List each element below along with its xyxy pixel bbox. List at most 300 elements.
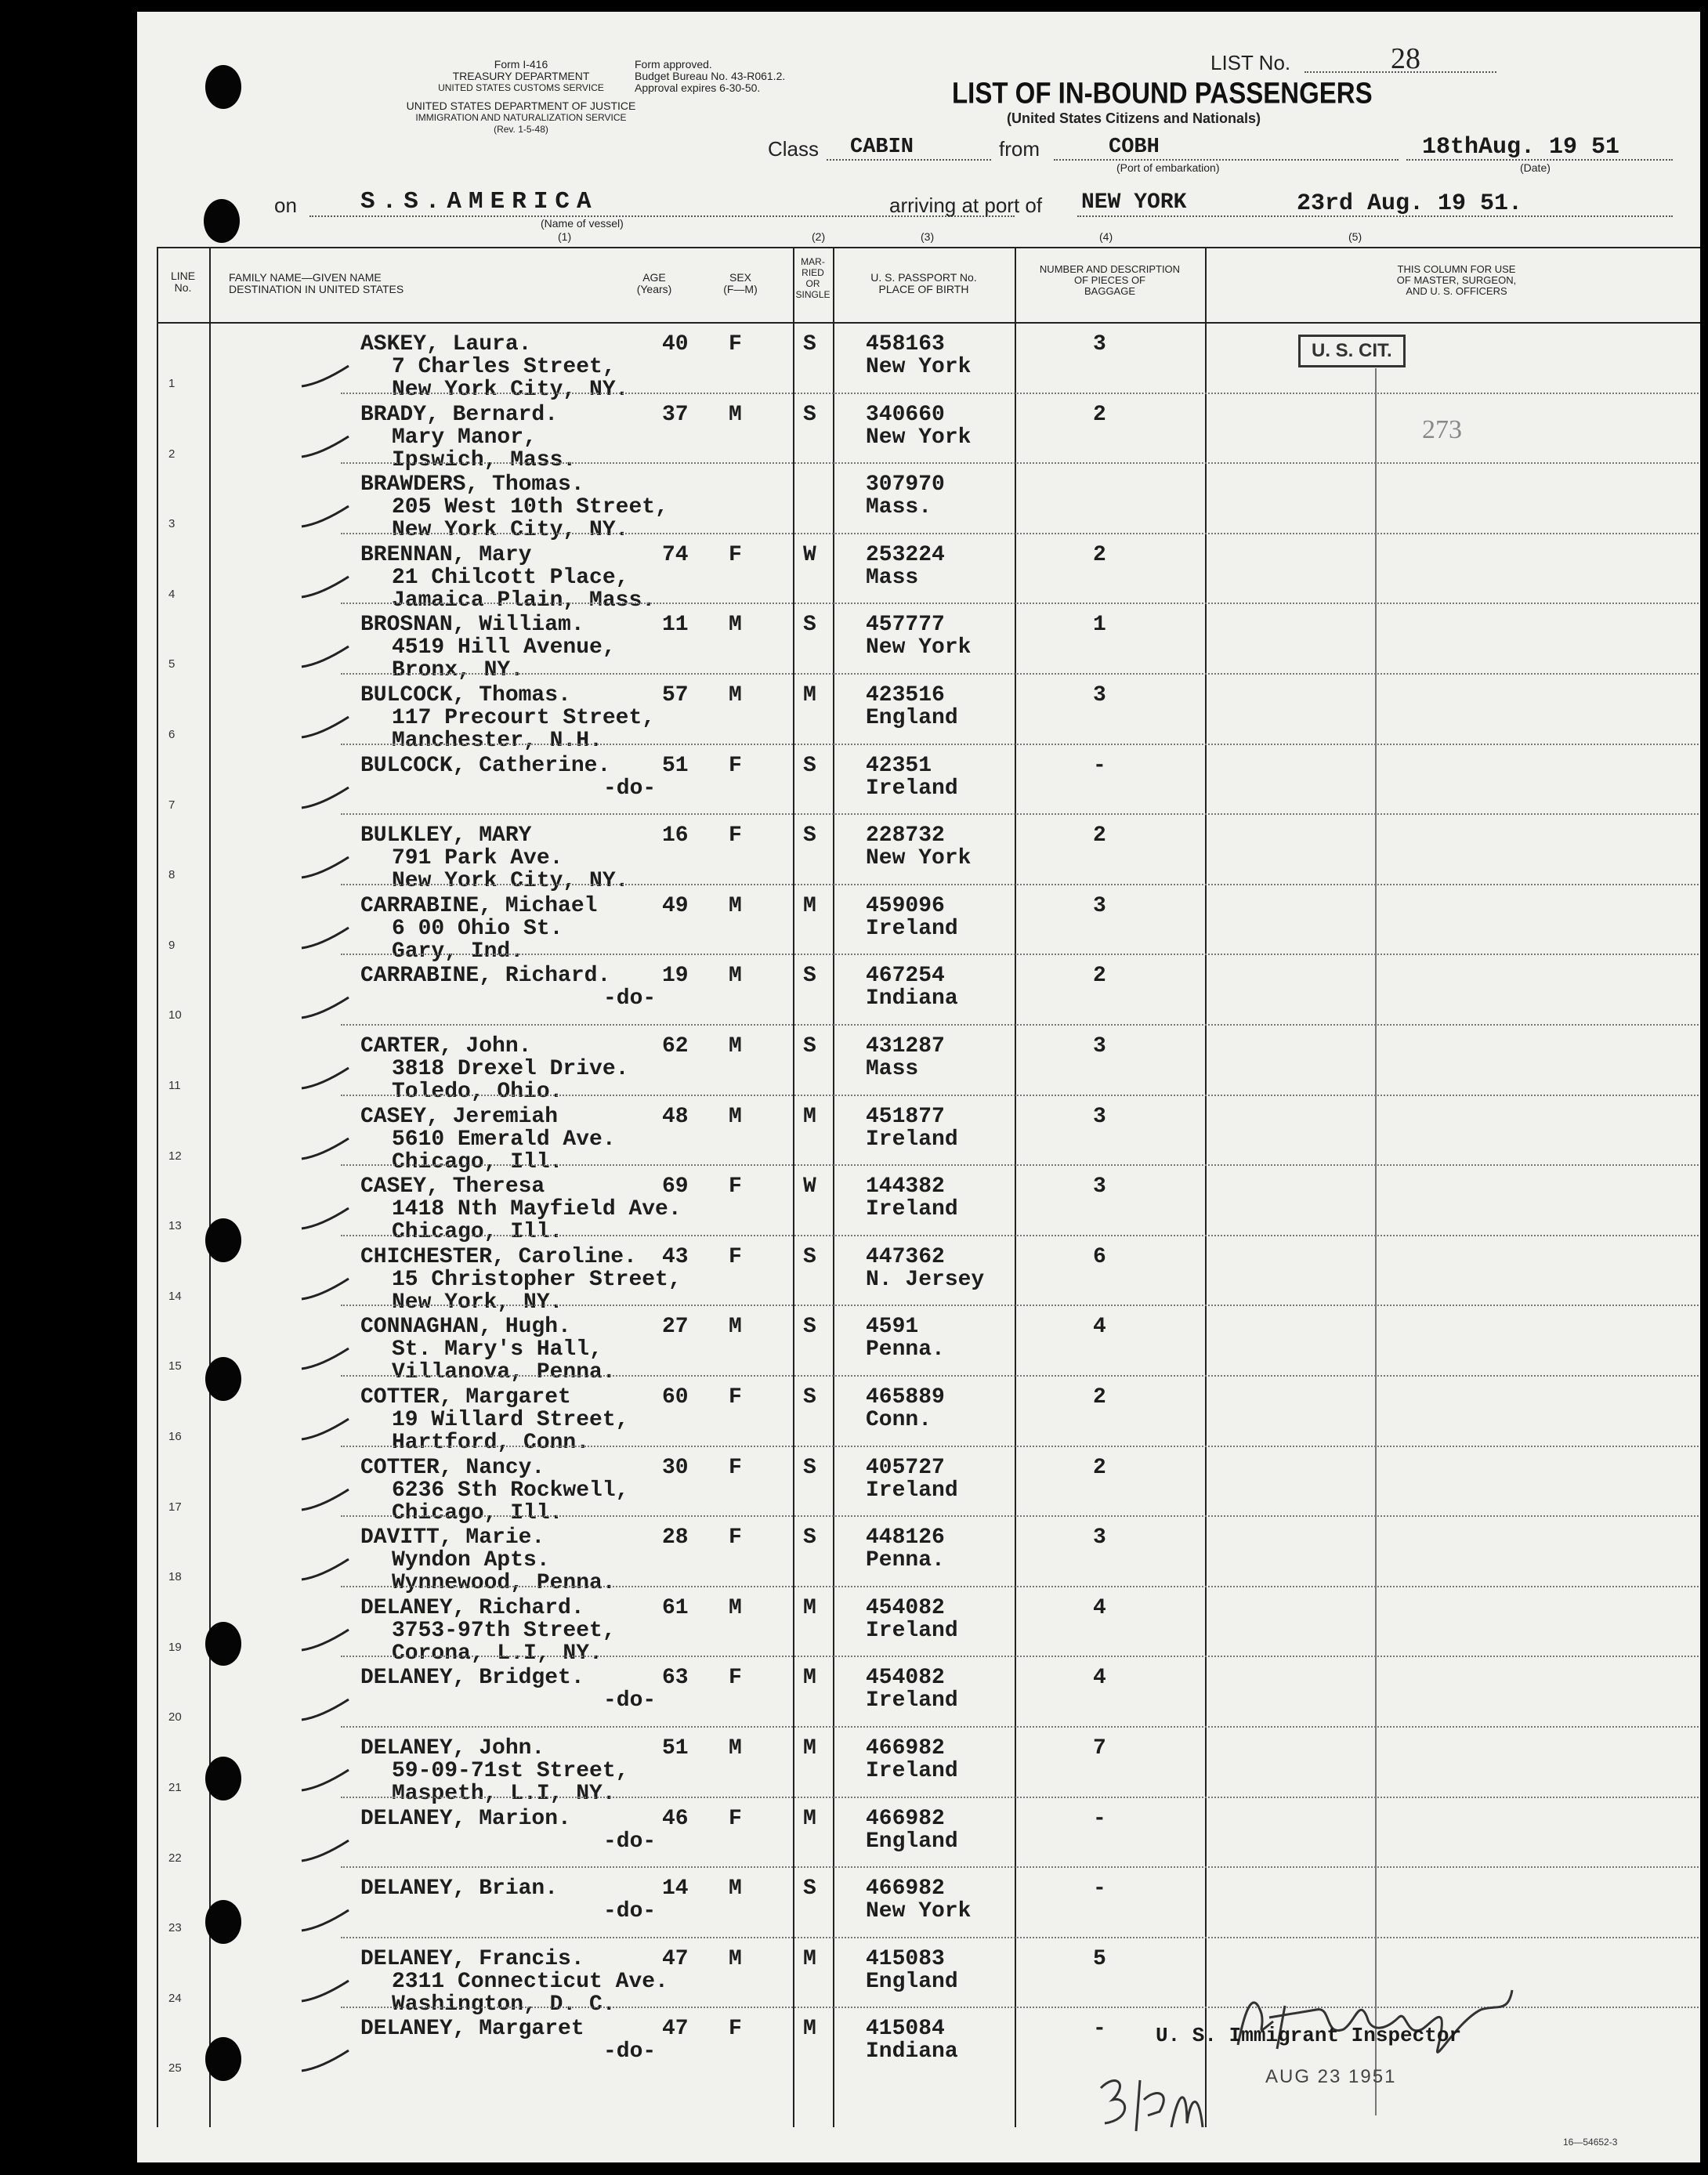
- passport-number: 448126: [866, 1525, 945, 1551]
- passenger-name: DELANEY, Margaret: [360, 2017, 584, 2042]
- passenger-sex: M: [729, 683, 742, 708]
- service: UNITED STATES CUSTOMS SERVICE: [438, 82, 604, 93]
- passenger-age: 16: [662, 823, 689, 849]
- line-number: 19: [168, 1640, 182, 1654]
- baggage-count: 3: [1093, 893, 1106, 918]
- passenger-sex: M: [729, 893, 742, 918]
- line-number: 7: [168, 798, 176, 812]
- passenger-address-1: 15 Christopher Street,: [392, 1267, 682, 1292]
- passenger-address-1: Wyndon Apts.: [392, 1548, 550, 1573]
- place-of-birth: Ireland: [866, 1618, 958, 1643]
- passenger-sex: F: [729, 823, 742, 849]
- passport-number: 415084: [866, 2017, 945, 2042]
- form-title: LIST OF IN-BOUND PASSENGERS: [952, 76, 1373, 110]
- line-number: 23: [168, 1921, 182, 1935]
- binder-hole-1: [205, 65, 241, 109]
- line-number: 15: [168, 1359, 182, 1373]
- passenger-address-1: -do-: [603, 1688, 657, 1714]
- passenger-name: ASKEY, Laura.: [360, 332, 532, 356]
- passport-number: 405727: [866, 1455, 945, 1480]
- class-label: Class: [768, 137, 820, 161]
- col-divider-passport: [833, 247, 834, 2127]
- passenger-address-2: New York, NY.: [392, 1290, 563, 1315]
- baggage-count: 3: [1093, 1174, 1106, 1200]
- passport-number: 466982: [866, 1736, 945, 1761]
- place-of-birth: Indiana: [866, 986, 958, 1012]
- passenger-address-1: Mary Manor,: [392, 425, 537, 450]
- passport-number: 4591: [866, 1315, 919, 1340]
- passport-number: 454082: [866, 1666, 945, 1691]
- passenger-name: DELANEY, Brian.: [360, 1876, 559, 1902]
- passport-number: 466982: [866, 1806, 945, 1831]
- baggage-count: 2: [1093, 402, 1106, 427]
- inspector-title: U. S. Immigrant Inspector: [1156, 2024, 1462, 2047]
- row-divider: [341, 603, 1700, 604]
- baggage-count: 4: [1093, 1666, 1106, 1691]
- passenger-name: COTTER, Nancy.: [360, 1455, 545, 1480]
- passenger-sex: F: [729, 1174, 742, 1200]
- passport-number: 253224: [866, 542, 945, 567]
- passenger-marital: S: [803, 1876, 816, 1902]
- passenger-name: BULCOCK, Catherine.: [360, 753, 611, 778]
- passenger-age: 63: [662, 1666, 689, 1691]
- passenger-sex: F: [729, 1455, 742, 1480]
- passenger-address-2: New York City, NY.: [392, 378, 629, 402]
- line-number: 1: [168, 377, 176, 390]
- binder-hole-4: [205, 1357, 241, 1401]
- row-divider: [341, 1866, 1700, 1868]
- passenger-age: 61: [662, 1595, 689, 1620]
- passport-number: 415083: [866, 1946, 945, 1971]
- passenger-sex: M: [729, 1946, 742, 1971]
- row-divider: [341, 1656, 1700, 1657]
- place-of-birth: Ireland: [866, 1478, 958, 1503]
- date-caption: (Date): [1520, 161, 1551, 174]
- passenger-name: BRENNAN, Mary: [360, 542, 532, 567]
- passenger-age: 11: [662, 613, 689, 638]
- col-num-4: (4): [1099, 230, 1113, 243]
- baggage-count: 3: [1093, 683, 1106, 708]
- baggage-count: 6: [1093, 1244, 1106, 1269]
- passenger-name: CHICHESTER, Caroline.: [360, 1244, 637, 1269]
- line-number: 4: [168, 587, 176, 601]
- row-divider: [341, 1235, 1700, 1236]
- passenger-name: DELANEY, Richard.: [360, 1595, 584, 1620]
- col-num-1: (1): [558, 230, 572, 243]
- row-divider: [341, 1024, 1700, 1026]
- row-divider: [341, 1164, 1700, 1166]
- passenger-sex: M: [729, 613, 742, 638]
- check-mark-icon: [298, 503, 353, 534]
- baggage-count: -: [1093, 2017, 1106, 2042]
- passenger-address-1: 205 West 10th Street,: [392, 495, 668, 520]
- passenger-marital: M: [803, 1946, 816, 1971]
- line-number: 17: [168, 1500, 182, 1514]
- hdr-age: AGE (Years): [636, 271, 672, 295]
- hdr-baggage: NUMBER AND DESCRIPTION OF PIECES OF BAGGAGE: [1039, 263, 1181, 297]
- row-divider: [341, 1726, 1700, 1728]
- passport-number: 457777: [866, 613, 945, 638]
- col-divider-married: [793, 247, 794, 2127]
- passenger-sex: M: [729, 1034, 742, 1059]
- row-divider: [341, 744, 1700, 745]
- passenger-age: 51: [662, 753, 689, 778]
- passenger-sex: M: [729, 964, 742, 989]
- passport-number: 451877: [866, 1104, 945, 1129]
- passenger-sex: F: [729, 753, 742, 778]
- list-no-label: LIST No.: [1210, 51, 1291, 74]
- line-number: 6: [168, 728, 176, 741]
- passenger-address-2: Manchester, N.H.: [392, 729, 603, 753]
- check-mark-icon: [298, 1135, 353, 1167]
- passport-number: 42351: [866, 753, 932, 778]
- passenger-age: 57: [662, 683, 689, 708]
- passenger-age: 43: [662, 1244, 689, 1269]
- passenger-address-1: 1418 Nth Mayfield Ave.: [392, 1197, 682, 1222]
- passenger-age: 60: [662, 1385, 689, 1410]
- place-of-birth: Ireland: [866, 776, 958, 801]
- passenger-sex: F: [729, 1385, 742, 1410]
- row-divider: [341, 1446, 1700, 1447]
- passenger-marital: W: [803, 542, 816, 567]
- check-mark-icon: [298, 2047, 353, 2079]
- place-of-birth: England: [866, 1969, 958, 1994]
- revision: (Rev. 1-5-48): [494, 124, 548, 135]
- hdr-sex: SEX (F—M): [723, 271, 758, 295]
- hdr-family-name: FAMILY NAME—GIVEN NAME: [229, 271, 382, 284]
- passenger-age: 28: [662, 1525, 689, 1551]
- place-of-birth: Mass: [866, 1057, 919, 1081]
- passenger-age: 46: [662, 1806, 689, 1831]
- passenger-sex: F: [729, 542, 742, 567]
- table-left-border: [157, 247, 158, 2127]
- check-mark-icon: [298, 714, 353, 745]
- col-num-2: (2): [812, 230, 826, 243]
- place-of-birth: Conn.: [866, 1408, 932, 1432]
- passenger-name: CARRABINE, Michael: [360, 893, 598, 918]
- col-num-5: (5): [1348, 230, 1362, 243]
- check-mark-icon: [298, 994, 353, 1026]
- passenger-marital: M: [803, 1806, 816, 1831]
- passenger-marital: M: [803, 1595, 816, 1620]
- passenger-address-2: Villanova, Penna.: [392, 1360, 616, 1385]
- passenger-marital: S: [803, 1315, 816, 1340]
- form-approved: Form approved.: [635, 58, 712, 71]
- line-number: 3: [168, 517, 176, 531]
- passenger-age: 47: [662, 1946, 689, 1971]
- place-of-birth: Indiana: [866, 2039, 958, 2065]
- check-mark-icon: [298, 643, 353, 675]
- line-number: 16: [168, 1430, 182, 1443]
- passenger-age: 49: [662, 893, 689, 918]
- check-mark-icon: [298, 1907, 353, 1938]
- passenger-age: 27: [662, 1315, 689, 1340]
- passenger-address-1: 791 Park Ave.: [392, 846, 563, 871]
- row-divider: [341, 1515, 1700, 1517]
- baggage-count: 2: [1093, 1455, 1106, 1480]
- binder-hole-5: [205, 1622, 241, 1666]
- hdr-married: MAR- RIED OR SINGLE: [795, 256, 830, 300]
- place-of-birth: Mass: [866, 565, 919, 590]
- passenger-name: BULKLEY, MARY: [360, 823, 532, 849]
- place-of-birth: Penna.: [866, 1337, 945, 1363]
- passenger-address-1: 59-09-71st Street,: [392, 1759, 629, 1783]
- arriving-label: arriving at port of: [889, 194, 1043, 217]
- passport-number: 447362: [866, 1244, 945, 1269]
- passenger-address-2: New York City, NY.: [392, 869, 629, 894]
- col-num-3: (3): [921, 230, 935, 243]
- passport-number: 454082: [866, 1595, 945, 1620]
- place-of-birth: Ireland: [866, 1127, 958, 1152]
- passenger-sex: M: [729, 1876, 742, 1902]
- passenger-sex: M: [729, 1736, 742, 1761]
- passenger-name: CARRABINE, Richard.: [360, 964, 611, 989]
- baggage-count: 3: [1093, 1525, 1106, 1551]
- ins-title: IMMIGRATION AND NATURALIZATION SERVICE: [415, 112, 627, 123]
- passenger-address-1: 6236 Sth Rockwell,: [392, 1478, 629, 1503]
- vessel-caption: (Name of vessel): [541, 217, 624, 230]
- passenger-address-2: Maspeth, L.I, NY.: [392, 1782, 616, 1806]
- passenger-address-1: 3818 Drexel Drive.: [392, 1057, 629, 1081]
- passenger-address-2: Chicago, Ill.: [392, 1149, 563, 1174]
- passport-number: 459096: [866, 893, 945, 918]
- form-subtitle: (United States Citizens and Nationals): [1007, 110, 1261, 126]
- passenger-name: CONNAGHAN, Hugh.: [360, 1315, 571, 1340]
- line-number: 2: [168, 447, 176, 461]
- baggage-count: 5: [1093, 1946, 1106, 1971]
- baggage-count: 2: [1093, 542, 1106, 567]
- passenger-address-1: -do-: [603, 776, 657, 801]
- passenger-address-2: Washington, D. C.: [392, 1992, 616, 2017]
- place-of-birth: England: [866, 706, 958, 730]
- passenger-age: 48: [662, 1104, 689, 1129]
- baggage-count: 3: [1093, 1034, 1106, 1059]
- passport-number: 423516: [866, 683, 945, 708]
- passenger-sex: M: [729, 1315, 742, 1340]
- check-mark-icon: [298, 1556, 353, 1587]
- passenger-sex: F: [729, 1666, 742, 1691]
- check-mark-icon: [298, 1627, 353, 1658]
- passenger-address-2: Hartford, Conn.: [392, 1431, 590, 1455]
- passenger-name: DELANEY, John.: [360, 1736, 545, 1761]
- baggage-count: 3: [1093, 332, 1106, 356]
- line-number: 11: [168, 1079, 181, 1092]
- passenger-address-1: -do-: [603, 1899, 657, 1924]
- passenger-name: BROSNAN, William.: [360, 613, 584, 638]
- passenger-address-1: -do-: [603, 1829, 657, 1854]
- check-mark-icon: [298, 1205, 353, 1236]
- passenger-marital: S: [803, 402, 816, 427]
- arrival-port-value: NEW YORK: [1081, 190, 1187, 215]
- from-label: from: [999, 137, 1040, 161]
- passenger-sex: F: [729, 1806, 742, 1831]
- passenger-marital: S: [803, 753, 816, 778]
- passenger-name: CASEY, Theresa: [360, 1174, 545, 1200]
- check-mark-icon: [298, 1696, 353, 1728]
- passport-number: 307970: [866, 472, 945, 498]
- baggage-count: -: [1093, 753, 1106, 778]
- line-number: 25: [168, 2061, 182, 2075]
- passenger-marital: S: [803, 1525, 816, 1551]
- passenger-name: BULCOCK, Thomas.: [360, 683, 571, 708]
- place-of-birth: Ireland: [866, 1197, 958, 1222]
- line-number: 24: [168, 1991, 182, 2005]
- remarks-guide-line: [1375, 368, 1377, 2115]
- passenger-address-2: Chicago, Ill.: [392, 1500, 563, 1525]
- passenger-marital: S: [803, 823, 816, 849]
- baggage-count: 2: [1093, 1385, 1106, 1410]
- passenger-address-2: Corona, L.I, NY.: [392, 1641, 603, 1666]
- passport-number: 466982: [866, 1876, 945, 1902]
- from-value: COBH: [1109, 136, 1160, 159]
- passenger-name: DELANEY, Bridget.: [360, 1666, 584, 1691]
- manifest-page: [137, 12, 1700, 2162]
- passenger-age: 74: [662, 542, 689, 567]
- passenger-marital: M: [803, 893, 816, 918]
- baggage-count: 2: [1093, 823, 1106, 849]
- passenger-sex: F: [729, 332, 742, 356]
- line-number: 9: [168, 938, 176, 952]
- passenger-marital: S: [803, 1385, 816, 1410]
- place-of-birth: New York: [866, 635, 972, 660]
- passenger-age: 47: [662, 2017, 689, 2042]
- passenger-address-1: 6 00 Ohio St.: [392, 916, 563, 941]
- passenger-name: COTTER, Margaret: [360, 1385, 571, 1410]
- line-number: 10: [168, 1008, 182, 1022]
- line-number: 21: [168, 1781, 182, 1794]
- passenger-sex: F: [729, 1244, 742, 1269]
- check-mark-icon: [298, 1345, 353, 1377]
- budget-bureau: Budget Bureau No. 43-R061.2.: [635, 70, 786, 82]
- passenger-name: DAVITT, Marie.: [360, 1525, 545, 1551]
- hdr-passport: U. S. PASSPORT No. PLACE OF BIRTH: [870, 271, 977, 295]
- hdr-remarks: THIS COLUMN FOR USE OF MASTER, SURGEON, AND U. S. OFFICERS: [1396, 263, 1517, 297]
- passenger-marital: W: [803, 1174, 816, 1200]
- hdr-destination: DESTINATION IN UNITED STATES: [229, 283, 404, 295]
- line-number: 13: [168, 1219, 182, 1233]
- passenger-address-1: -do-: [603, 2039, 657, 2065]
- passenger-address-1: 3753-97th Street,: [392, 1618, 616, 1643]
- row-divider: [341, 1305, 1700, 1306]
- place-of-birth: Ireland: [866, 916, 958, 941]
- passenger-address-1: -do-: [603, 986, 657, 1012]
- passport-number: 467254: [866, 964, 945, 989]
- pencil-note: [1085, 2057, 1210, 2143]
- passenger-name: BRADY, Bernard.: [360, 402, 559, 427]
- place-of-birth: England: [866, 1829, 958, 1854]
- binder-hole-3: [205, 1218, 241, 1262]
- department: TREASURY DEPARTMENT: [452, 70, 590, 82]
- row-divider: [341, 1586, 1700, 1587]
- passenger-marital: S: [803, 613, 816, 638]
- passenger-address-2: Chicago, Ill.: [392, 1220, 563, 1245]
- binder-hole-2: [204, 199, 240, 243]
- passenger-address-2: Jamaica Plain, Mass.: [392, 588, 656, 613]
- line-number: 5: [168, 657, 176, 671]
- passport-number: 458163: [866, 332, 945, 356]
- check-mark-icon: [298, 1276, 353, 1307]
- col-divider-baggage: [1015, 247, 1016, 2127]
- place-of-birth: Ireland: [866, 1688, 958, 1714]
- check-mark-icon: [298, 1978, 353, 2009]
- passenger-age: 14: [662, 1876, 689, 1902]
- passenger-address-1: 7 Charles Street,: [392, 355, 616, 379]
- baggage-count: 2: [1093, 964, 1106, 989]
- doj-title: UNITED STATES DEPARTMENT OF JUSTICE: [406, 100, 636, 112]
- place-of-birth: N. Jersey: [866, 1267, 985, 1292]
- baggage-count: 7: [1093, 1736, 1106, 1761]
- from-line: [1054, 159, 1399, 161]
- passenger-address-2: New York City, NY.: [392, 518, 629, 543]
- list-no-value: 28: [1391, 42, 1420, 75]
- place-of-birth: New York: [866, 1899, 972, 1924]
- check-mark-icon: [298, 854, 353, 885]
- col-divider-line: [209, 247, 211, 2127]
- row-divider: [341, 1375, 1700, 1377]
- binder-hole-6: [205, 1757, 241, 1800]
- passenger-address-1: 4519 Hill Avenue,: [392, 635, 616, 660]
- row-divider: [341, 1797, 1700, 1798]
- passenger-name: DELANEY, Francis.: [360, 1946, 584, 1971]
- line-number: 8: [168, 868, 176, 882]
- row-divider: [341, 813, 1700, 815]
- passenger-address-1: 2311 Connecticut Ave.: [392, 1969, 668, 1994]
- passenger-address-2: Bronx, NY.: [392, 658, 524, 683]
- passenger-age: 51: [662, 1736, 689, 1761]
- passenger-sex: M: [729, 1104, 742, 1129]
- passenger-sex: M: [729, 402, 742, 427]
- place-of-birth: Mass.: [866, 495, 932, 520]
- passenger-marital: M: [803, 2017, 816, 2042]
- passenger-marital: M: [803, 683, 816, 708]
- place-of-birth: New York: [866, 355, 972, 379]
- row-divider: [341, 393, 1700, 394]
- check-mark-icon: [298, 1486, 353, 1518]
- passenger-age: 69: [662, 1174, 689, 1200]
- passenger-marital: M: [803, 1736, 816, 1761]
- place-of-birth: New York: [866, 425, 972, 450]
- passenger-address-1: 117 Precourt Street,: [392, 706, 656, 730]
- passenger-address-2: Ipswich, Mass.: [392, 447, 577, 472]
- passenger-age: 30: [662, 1455, 689, 1480]
- line-number: 22: [168, 1851, 182, 1865]
- passenger-name: DELANEY, Marion.: [360, 1806, 571, 1831]
- hdr-line-no: LINE No.: [170, 270, 196, 294]
- approval-expires: Approval expires 6-30-50.: [635, 81, 761, 94]
- passport-number: 228732: [866, 823, 945, 849]
- embark-date-value: 18thAug. 19 51: [1422, 134, 1620, 161]
- row-divider: [341, 954, 1700, 955]
- baggage-count: -: [1093, 1876, 1106, 1902]
- baggage-count: -: [1093, 1806, 1106, 1831]
- port-embarkation-caption: (Port of embarkation): [1116, 161, 1220, 174]
- row-divider: [341, 1937, 1700, 1938]
- check-mark-icon: [298, 1416, 353, 1447]
- col-divider-remarks: [1205, 247, 1207, 2127]
- class-value: CABIN: [850, 136, 914, 159]
- form-number: Form I-416: [494, 58, 548, 71]
- row-divider: [341, 462, 1700, 464]
- passenger-marital: S: [803, 1244, 816, 1269]
- inspection-date-stamp: AUG 23 1951: [1265, 2066, 1397, 2087]
- line-number: 20: [168, 1710, 182, 1724]
- check-mark-icon: [298, 1065, 353, 1096]
- inspector-signature: [1199, 1974, 1606, 2068]
- print-code: 16—54652-3: [1563, 2137, 1618, 2148]
- place-of-birth: Penna.: [866, 1548, 945, 1573]
- passenger-address-2: Wynnewood, Penna.: [392, 1571, 616, 1596]
- passport-number: 144382: [866, 1174, 945, 1200]
